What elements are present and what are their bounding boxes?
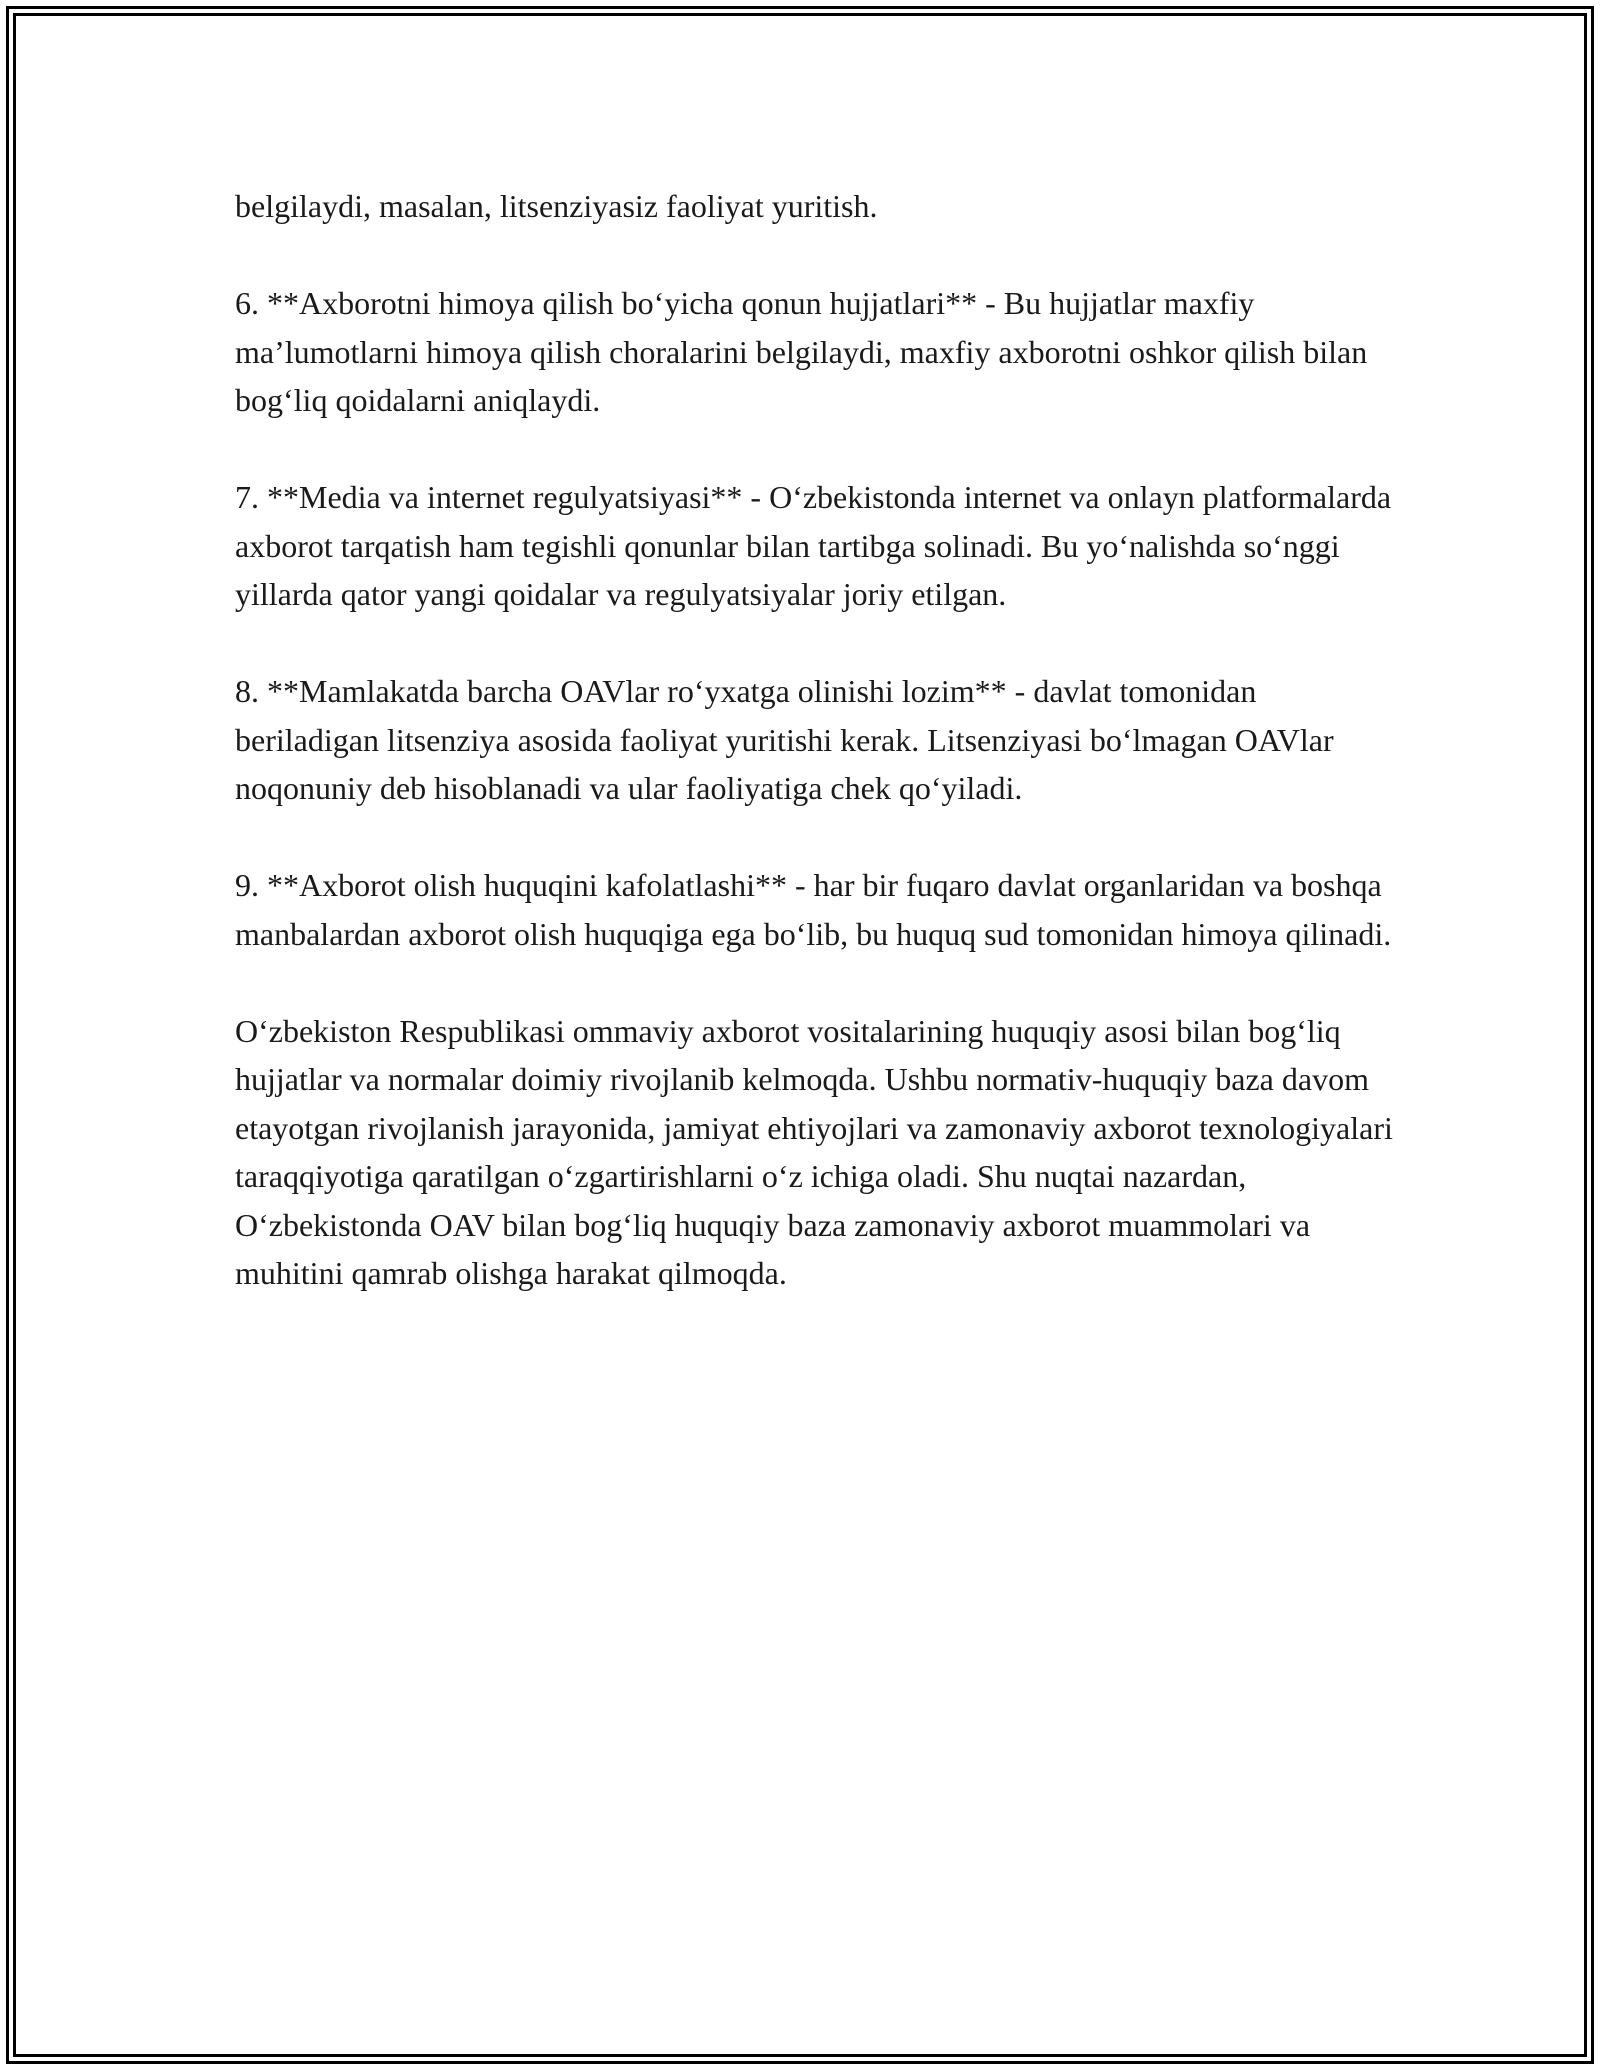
paragraph-conclusion: O‘zbekiston Respublikasi ommaviy axborot vositalarining huquqiy asosi bilan bog‘liq hujjatlar va normalar doimiy rivojlanib kelmoqda. Ushbu normativ-huquqiy baza davom etayotgan rivojlanish jarayonida, jamiyat ehtiyojlari va zamonaviy axborot texnologiyalari taraqqiyotiga qaratilgan o‘zgartirishlarni o‘z ichiga oladi. Shu nuqtai nazardan, O‘zbekistonda OAV bilan bog‘liq huquqiy baza zamonaviy axborot muammolari va muhitini qamrab olishga harakat qilmoqda.	[235, 1012, 1393, 1291]
paragraph-item-9: 9. **Axborot olish huquqini kafolatlashi** - har bir fuqaro davlat organlaridan va boshqa manbalardan axborot olish huquqiga ega bo‘lib, bu huquq sud tomonidan himoya qilinadi.	[235, 867, 1392, 952]
paragraph-item-7: 7. **Media va internet regulyatsiyasi** - O‘zbekistonda internet va onlayn platformalarda axborot tarqatish ham tegishli qonunlar bilan tartibga solinadi. Bu yo‘nalishda so‘nggi yillarda qator yangi qoidalar va regulyatsiyalar joriy etilgan.	[235, 479, 1392, 612]
paragraph-item-8: 8. **Mamlakatda barcha OAVlar ro‘yxatga olinishi lozim** - davlat tomonidan beriladigan litsenziya asosida faoliyat yuritishi kerak. Litsenziyasi bo‘lmagan OAVlar noqonuniy deb hisoblanadi va ular faoliyatiga chek qo‘yiladi.	[235, 673, 1334, 806]
paragraph-item-6: 6. **Axborotni himoya qilish bo‘yicha qonun hujjatlari** - Bu hujjatlar maxfiy ma’lumotlarni himoya qilish choralarini belgilaydi, maxfiy axborotni oshkor qilish bilan bog‘liq qoidalarni aniqlaydi.	[235, 285, 1368, 418]
document-body	[235, 182, 1395, 1298]
paragraph-continuation: belgilaydi, masalan, litsenziyasiz faoliyat yuritish.	[235, 188, 878, 224]
